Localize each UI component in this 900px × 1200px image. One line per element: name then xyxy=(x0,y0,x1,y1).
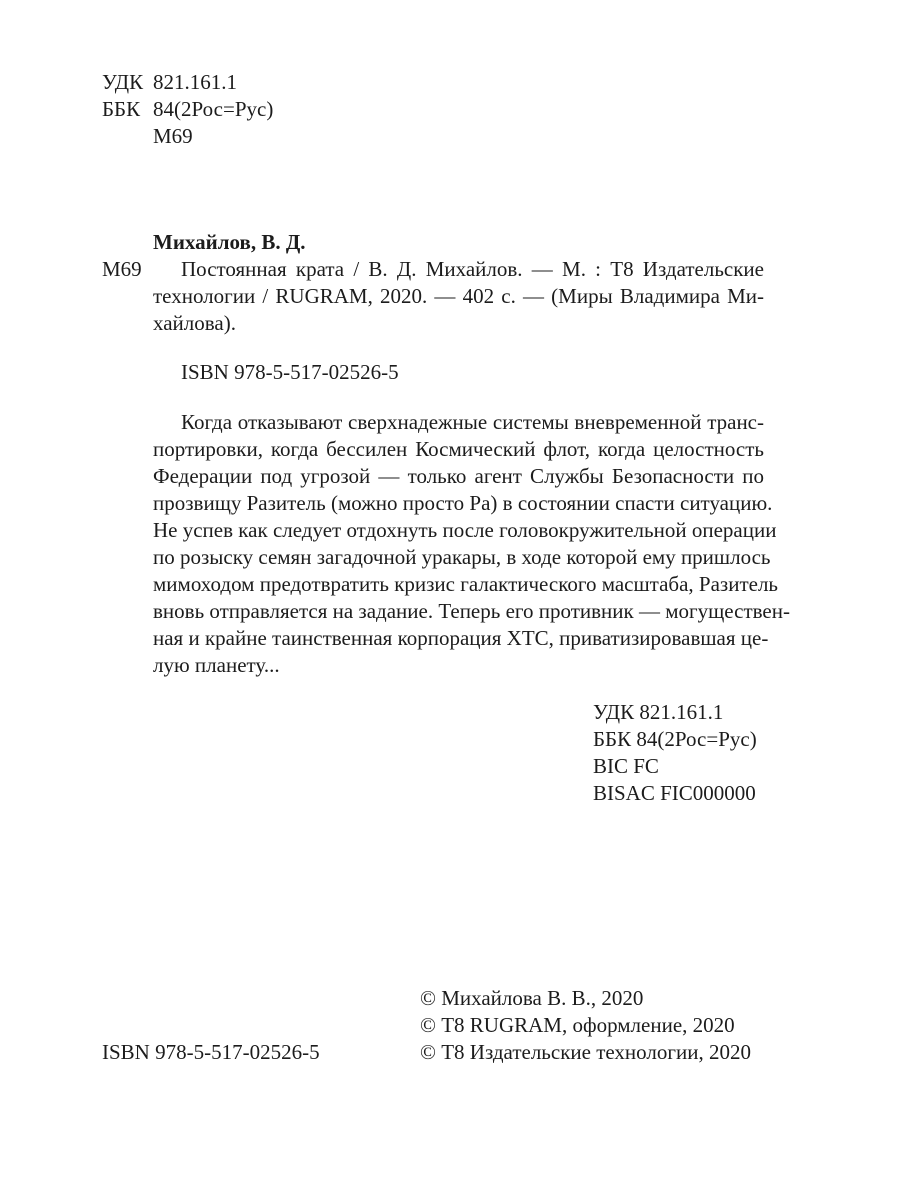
author-heading: Михайлов, В. Д. xyxy=(153,230,306,254)
annotation-line: Не успев как следует отдохнуть после головокружительной операции xyxy=(153,518,777,542)
author-mark: М69 xyxy=(153,124,193,148)
copyright-block xyxy=(420,985,751,1066)
description-line-3: хайлова). xyxy=(153,311,236,335)
annotation-line: вновь отправляется на задание. Теперь его противник — могуществен- xyxy=(153,599,790,623)
annotation-line: мимоходом предотвратить кризис галактического масштаба, Разитель xyxy=(153,572,779,596)
udk-row xyxy=(102,69,273,96)
bbk-value: 84(2Рос=Рус) xyxy=(153,97,274,121)
record-author-mark: М69 xyxy=(102,257,142,281)
classification-footer xyxy=(593,699,757,807)
record-isbn: ISBN 978-5-517-02526-5 xyxy=(181,360,399,384)
udk-label: УДК xyxy=(102,70,144,94)
description-line-2: технологии / RUGRAM, 2020. — 402 с. — (Миры Владимира Ми- xyxy=(153,284,764,308)
footer-bbk: ББК 84(2Рос=Рус) xyxy=(593,727,757,751)
annotation-line: ная и крайне таинственная корпорация ХТС, приватизировавшая це- xyxy=(153,626,769,650)
udk-value: 821.161.1 xyxy=(153,70,237,94)
footer-bisac: BISAC FIC000000 xyxy=(593,781,756,805)
annotation-line: по розыску семян загадочной уракары, в ходе которой ему пришлось xyxy=(153,545,771,569)
annotation-line: Когда отказывают сверхнадежные системы вневременной транс- xyxy=(181,410,764,434)
annotation-line: прозвищу Разитель (можно просто Ра) в состоянии спасти ситуацию. xyxy=(153,491,773,515)
annotation-line: Федерации под угрозой — только агент Службы Безопасности по xyxy=(153,464,764,488)
bbk-row xyxy=(102,96,273,123)
annotation xyxy=(153,409,790,679)
copyright-line: © Михайлова В. В., 2020 xyxy=(420,986,644,1010)
bbk-label: ББК xyxy=(102,97,141,121)
description-line-1: Постоянная крата / В. Д. Михайлов. — М. : Т8 Издательские xyxy=(181,257,764,281)
author-mark-row xyxy=(102,123,273,150)
copyright-line: © Т8 Издательские технологии, 2020 xyxy=(420,1040,751,1064)
footer-bic: BIC FC xyxy=(593,754,659,778)
annotation-line: портировки, когда бессилен Космический флот, когда целостность xyxy=(153,437,764,461)
classification-header xyxy=(102,69,273,150)
copyright-line: © Т8 RUGRAM, оформление, 2020 xyxy=(420,1013,735,1037)
bibliographic-description xyxy=(153,256,764,337)
footer-isbn: ISBN 978-5-517-02526-5 xyxy=(102,1040,320,1064)
footer-udk: УДК 821.161.1 xyxy=(593,700,724,724)
annotation-line: лую планету... xyxy=(153,653,280,677)
